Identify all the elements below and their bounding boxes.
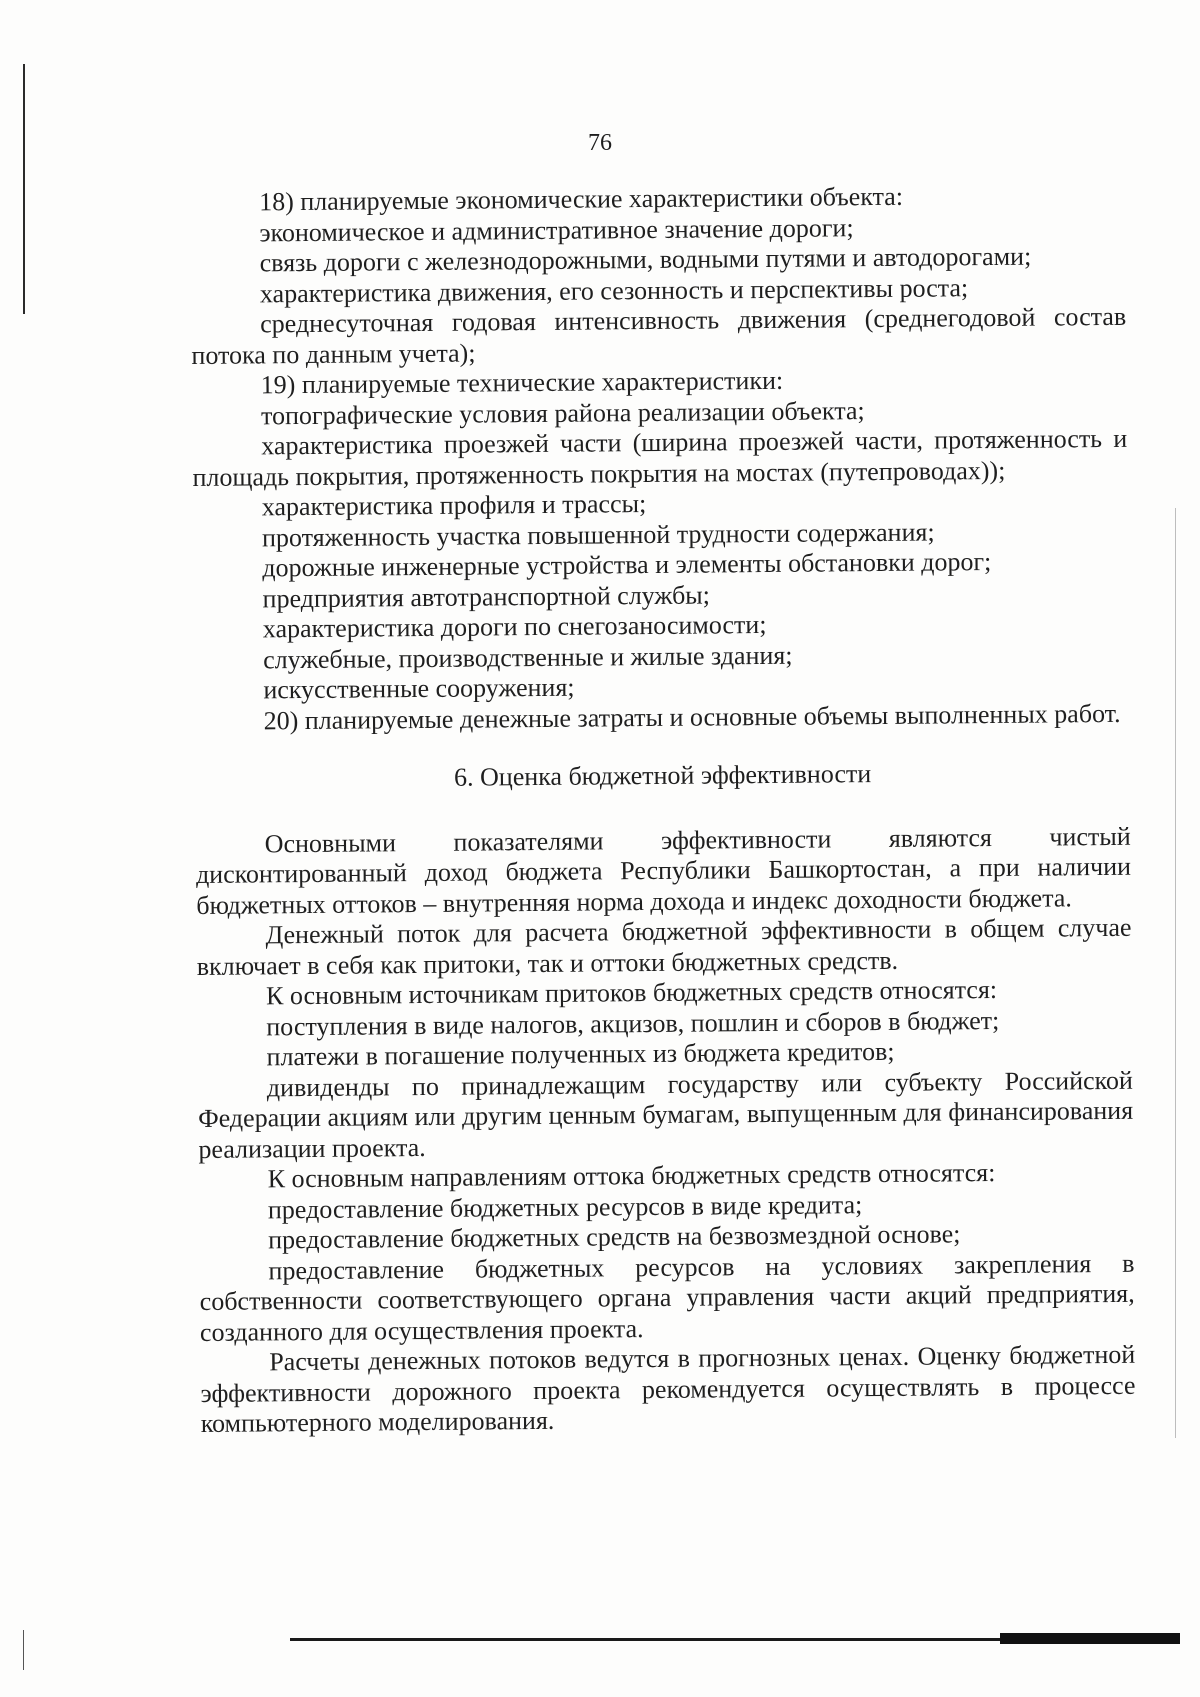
paragraph: характеристика профиля и трассы; (261, 489, 647, 522)
paragraph: 20) планируемые денежные затраты и основные объемы выполненных работ. (263, 698, 1121, 735)
paragraph: предоставление бюджетных ресурсов в виде кредита; (267, 1189, 863, 1224)
paragraph: предоставление бюджетных средств на безвозмездной основе; (268, 1219, 961, 1255)
paragraph: характеристика дороги по снегозаносимости; (262, 609, 767, 644)
paragraph: характеристика проезжей части (ширина проезжей части, протяженность и площадь покрытия, протяженность покрытия на мостах (путепроводах)); (192, 423, 1128, 492)
paragraph: искусственные сооружения; (263, 672, 575, 705)
scan-artifact-left-bottom (23, 1630, 24, 1670)
scan-artifact-left (23, 64, 25, 314)
paragraph: Основными показателями эффективности являются чистый дисконтированный доход бюджета Республики Башкортостан, а при наличии бюджетных оттоков – внутренняя норма дохода и индекс доходности бюджета. (195, 821, 1132, 920)
paragraph: связь дороги с железнодорожными, водными путями и автодорогами; (259, 241, 1032, 278)
paragraph: поступления в виде налогов, акцизов, пошлин и сборов в бюджет; (266, 1005, 1000, 1041)
paragraph: служебные, производственные и жилые здания; (262, 640, 793, 674)
paragraph: 18) планируемые экономические характеристики объекта: (258, 181, 904, 217)
paragraph: протяженность участка повышенной трудности содержания; (261, 517, 935, 552)
paragraph: дивиденды по принадлежащим государству или субъекту Российской Федерации акциям или другим ценным бумагам, выпущенным для финансирования реализации проекта. (197, 1065, 1134, 1164)
paragraph: экономическое и административное значение дороги; (259, 212, 854, 247)
paragraph: 19) планируемые технические характеристики: (260, 365, 784, 400)
paragraph: предоставление бюджетных ресурсов на условиях закрепления в собственности соответствующего органа управления части акций предприятия, созданного для осуществления проекта. (199, 1248, 1135, 1347)
scan-artifact-right (1175, 508, 1176, 1438)
page-number: 76 (588, 130, 612, 156)
paragraph: Расчеты денежных потоков ведутся в прогнозных ценах. Оценку бюджетной эффективности дорожного проекта рекомендуется осуществлять в процессе компьютерного моделирования. (200, 1339, 1136, 1438)
paragraph: характеристика движения, его сезонность и перспективы роста; (259, 272, 969, 308)
section-heading: 6. Оценка бюджетной эффективности (453, 759, 872, 792)
paragraph: Денежный поток для расчета бюджетной эффективности в общем случае включает в себя как притоки, так и оттоки бюджетных средств. (196, 912, 1132, 981)
document-body (190, 180, 1136, 1440)
paragraph: К основным источникам притоков бюджетных средств относятся: (265, 974, 998, 1011)
paragraph: предприятия автотранспортной службы; (262, 579, 711, 613)
paragraph: платежи в погашение полученных из бюджета кредитов; (266, 1036, 895, 1072)
paragraph: К основным направлениям оттока бюджетных средств относятся: (267, 1158, 996, 1194)
scan-artifact-bottom-bar (1000, 1633, 1180, 1644)
paragraph: топографические условия района реализации объекта; (260, 395, 865, 430)
paragraph: дорожные инженерные устройства и элементы обстановки дорог; (262, 547, 992, 583)
paragraph: среднесуточная годовая интенсивность движения (среднегодовой состав потока по данным учета); (191, 301, 1127, 370)
